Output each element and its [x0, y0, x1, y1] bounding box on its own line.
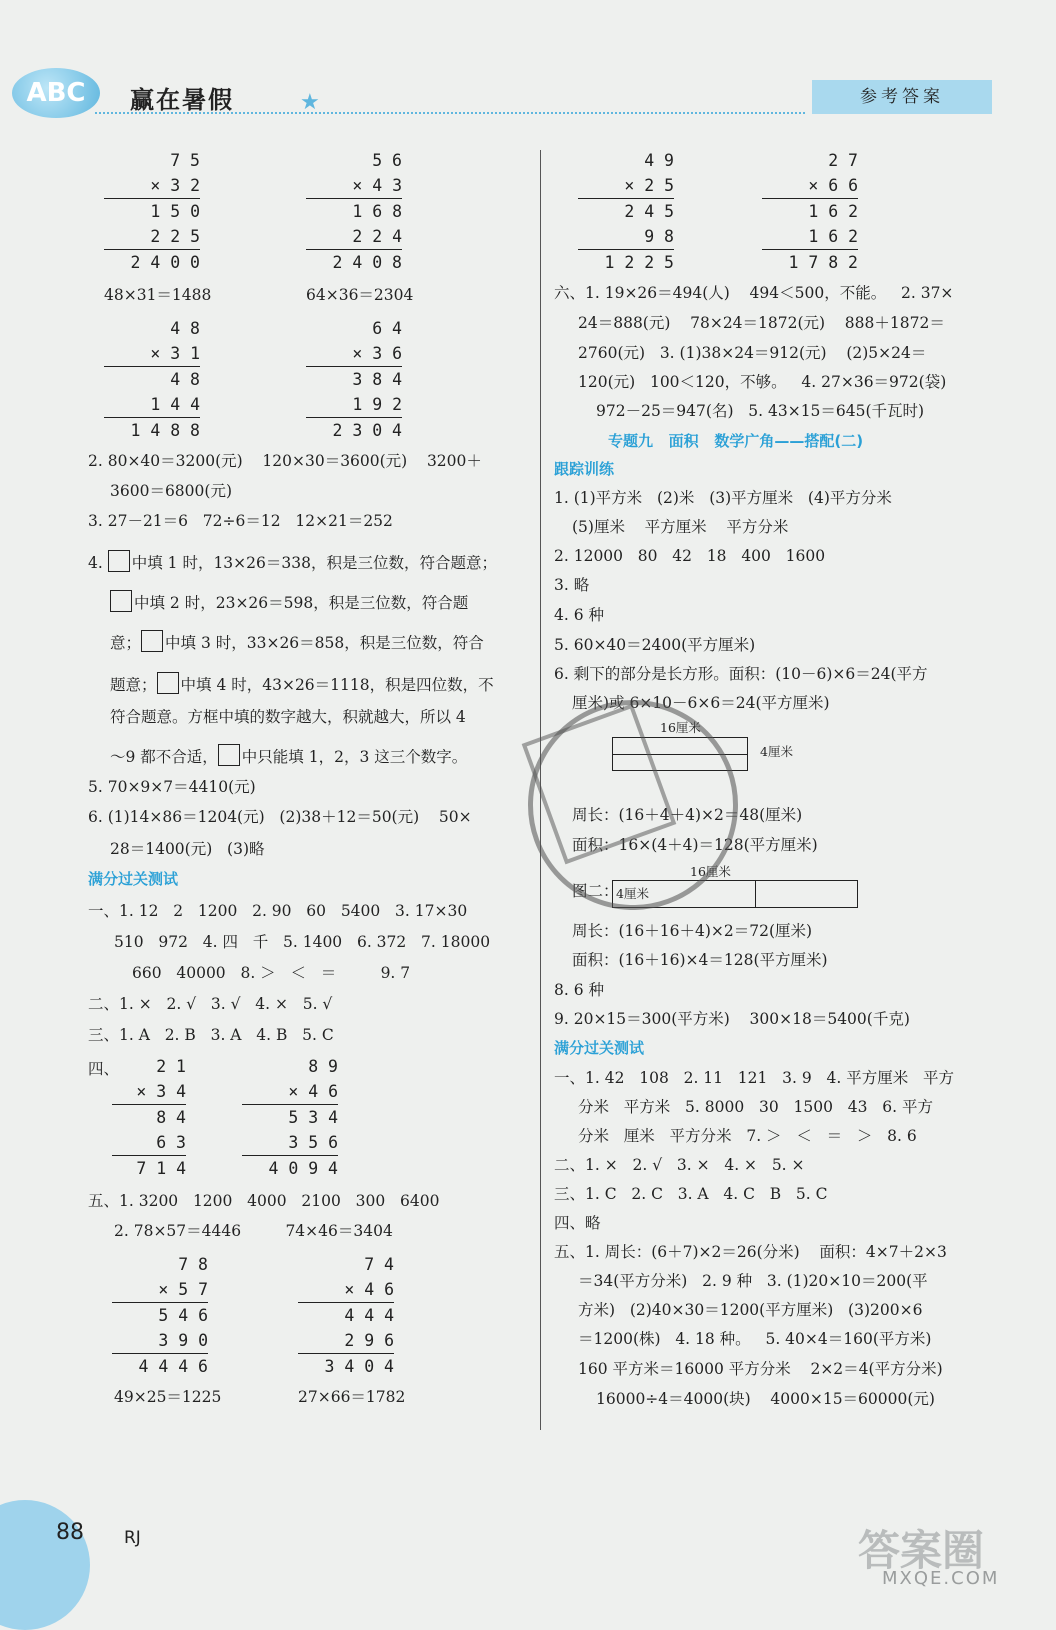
- abc-logo: ABC: [12, 68, 100, 118]
- equation: 48×31＝1488: [104, 286, 212, 304]
- equation: 49×25＝1225: [114, 1388, 222, 1406]
- answer-line: 6. (1)14×86＝1204(元) (2)38＋12＝50(元) 50×: [88, 808, 472, 826]
- answer-tab: 参考答案: [812, 80, 992, 114]
- figure-label: 16厘米: [660, 720, 701, 735]
- answer-line: 意； 中填 3 时，33×26＝858，积是三位数，符合: [110, 630, 484, 652]
- vertical-calc: 7 4 × 4 6 4 4 4 2 9 6 3 4 0 4: [298, 1252, 394, 1379]
- vertical-calc: 7 5 × 3 2 1 5 0 2 2 5 2 4 0 0: [104, 148, 200, 275]
- vertical-calc: 4 9 × 2 5 2 4 5 9 8 1 2 2 5: [578, 148, 674, 275]
- answer-line: 五、1. 周长：(6＋7)×2＝26(分米) 面积：4×7＋2×3: [554, 1243, 947, 1261]
- figure-label: 4厘米: [616, 886, 649, 901]
- answer-line: 3. 27－21＝6 72÷6＝12 12×21＝252: [88, 512, 393, 530]
- answer-line: 510 972 4. 四 千 5. 1400 6. 372 7. 18000: [114, 933, 491, 951]
- answer-line: 160 平方米＝16000 平方分米 2×2＝4(平方分米): [578, 1360, 943, 1378]
- vertical-calc: 2 1 × 3 4 8 4 6 3 7 1 4: [112, 1054, 186, 1181]
- answer-line: 24＝888(元) 78×24＝1872(元) 888＋1872＝: [578, 314, 945, 332]
- answer-line: (5)厘米 平方厘米 平方分米: [572, 518, 789, 536]
- answer-line: 四、: [88, 1060, 120, 1078]
- star-icon: ★: [300, 90, 320, 115]
- blank-box: [157, 672, 179, 694]
- answer-line: 8. 6 种: [554, 981, 605, 999]
- equation: 27×66＝1782: [298, 1388, 406, 1406]
- header-divider: [95, 112, 805, 114]
- section-heading: 满分过关测试: [88, 870, 179, 888]
- vertical-calc: 8 9 × 4 6 5 3 4 3 5 6 4 0 9 4: [242, 1054, 338, 1181]
- answer-line: 一、1. 12 2 1200 2. 90 60 5400 3. 17×30: [88, 902, 468, 920]
- answer-line: 972－25＝947(名) 5. 43×15＝645(千瓦时): [596, 402, 925, 420]
- blank-box: [141, 630, 163, 652]
- answer-line: ＝1200(株) 4. 18 种。 5. 40×4＝160(平方米): [578, 1330, 932, 1348]
- answer-line: 1. (1)平方米 (2)米 (3)平方厘米 (4)平方分米: [554, 489, 892, 507]
- section-heading: 满分过关测试: [554, 1039, 645, 1057]
- answer-line: 9. 20×15＝300(平方米) 300×18＝5400(千克): [554, 1010, 910, 1028]
- answer-line: 28＝1400(元) (3)略: [110, 840, 265, 858]
- answer-line: 五、1. 3200 1200 4000 2100 300 6400: [88, 1192, 440, 1210]
- edition-label: RJ: [124, 1528, 141, 1548]
- book-title: 赢在暑假: [130, 86, 234, 114]
- answer-line: 周长：(16＋16＋4)×2＝72(厘米): [572, 922, 813, 940]
- answer-line: 方米) (2)40×30＝1200(平方厘米) (3)200×6: [578, 1301, 923, 1319]
- answer-line: 三、1. C 2. C 3. A 4. C B 5. C: [554, 1185, 828, 1203]
- answer-line: 3. 略: [554, 576, 590, 594]
- answer-line: 5. 70×9×7＝4410(元): [88, 778, 256, 796]
- answer-line: 分米 厘米 平方分米 7. ＞ ＜ ＝ ＞ 8. 6: [578, 1127, 917, 1145]
- answer-line: 2. 78×57＝4446 74×46＝3404: [114, 1222, 393, 1240]
- vertical-calc: 7 8 × 5 7 5 4 6 3 9 0 4 4 4 6: [112, 1252, 208, 1379]
- blank-box: [110, 590, 132, 612]
- answer-line: 题意； 中填 4 时，43×26＝1118，积是四位数，不: [110, 672, 494, 694]
- answer-line: 4. 中填 1 时，13×26＝338，积是三位数，符合题意；: [88, 550, 497, 572]
- answer-line: 中填 2 时，23×26＝598，积是三位数，符合题: [110, 590, 468, 612]
- answer-line: 2. 80×40＝3200(元) 120×30＝3600(元) 3200＋: [88, 452, 482, 470]
- answer-line: 厘米)或 6×10－6×6＝24(平方厘米): [572, 694, 830, 712]
- answer-line: 面积：16×(4＋4)＝128(平方厘米): [572, 836, 818, 854]
- answer-line: 一、1. 42 108 2. 11 121 3. 9 4. 平方厘米 平方: [554, 1069, 955, 1087]
- vertical-calc: 5 6 × 4 3 1 6 8 2 2 4 2 4 0 8: [306, 148, 402, 275]
- figure-label: 16厘米: [690, 864, 731, 879]
- figure-label: 4厘米: [760, 744, 793, 759]
- section-heading: 专题九 面积 数学广角——搭配(二): [608, 432, 864, 450]
- answer-line: 5. 60×40＝2400(平方厘米): [554, 636, 756, 654]
- vertical-calc: 2 7 × 6 6 1 6 2 1 6 2 1 7 8 2: [762, 148, 858, 275]
- answer-line: 面积：(16＋16)×4＝128(平方厘米): [572, 951, 828, 969]
- answer-line: 二、1. × 2. √ 3. √ 4. × 5. √: [88, 995, 333, 1013]
- figure-label: 图二：: [572, 882, 619, 900]
- answer-line: 6. 剩下的部分是长方形。面积：(10－6)×6＝24(平方: [554, 665, 928, 683]
- equation: 64×36＝2304: [306, 286, 414, 304]
- answer-line: 四、略: [554, 1214, 601, 1232]
- answer-line: 16000÷4＝4000(块) 4000×15＝60000(元): [596, 1390, 935, 1408]
- answer-line: 2760(元) 3. (1)38×24＝912(元) (2)5×24＝: [578, 344, 927, 362]
- answer-line: 周长：(16＋4＋4)×2＝48(厘米): [572, 806, 803, 824]
- watermark-url: MXQE.COM: [882, 1568, 1000, 1589]
- vertical-calc: 4 8 × 3 1 4 8 1 4 4 1 4 8 8: [104, 316, 200, 443]
- section-heading: 跟踪训练: [554, 460, 615, 478]
- answer-line: 120(元) 100＜120，不够。 4. 27×36＝972(袋): [578, 373, 947, 391]
- blank-box: [108, 550, 130, 572]
- answer-line: 2. 12000 80 42 18 400 1600: [554, 547, 826, 565]
- answer-line: 六、1. 19×26＝494(人) 494＜500，不能。 2. 37×: [554, 284, 954, 302]
- answer-line: 660 40000 8. ＞ ＜ ＝ 9. 7: [132, 964, 411, 982]
- page-number: 88: [56, 1520, 84, 1545]
- vertical-calc: 6 4 × 3 6 3 8 4 1 9 2 2 3 0 4: [306, 316, 402, 443]
- answer-line: 二、1. × 2. √ 3. × 4. × 5. ×: [554, 1156, 805, 1174]
- answer-line: 符合题意。方框中填的数字越大，积就越大，所以 4: [110, 708, 466, 726]
- answer-line: 4. 6 种: [554, 606, 605, 624]
- watermark-logo: 答案圈: [858, 1526, 985, 1575]
- answer-line: 3600＝6800(元): [110, 482, 232, 500]
- answer-line: ＝34(平方分米) 2. 9 种 3. (1)20×10＝200(平: [578, 1272, 928, 1290]
- answer-line: 分米 平方米 5. 8000 30 1500 43 6. 平方: [578, 1098, 933, 1116]
- answer-line: 三、1. A 2. B 3. A 4. B 5. C: [88, 1026, 334, 1044]
- answer-line: ～9 都不合适， 中只能填 1，2，3 这三个数字。: [110, 744, 467, 766]
- blank-box: [218, 744, 240, 766]
